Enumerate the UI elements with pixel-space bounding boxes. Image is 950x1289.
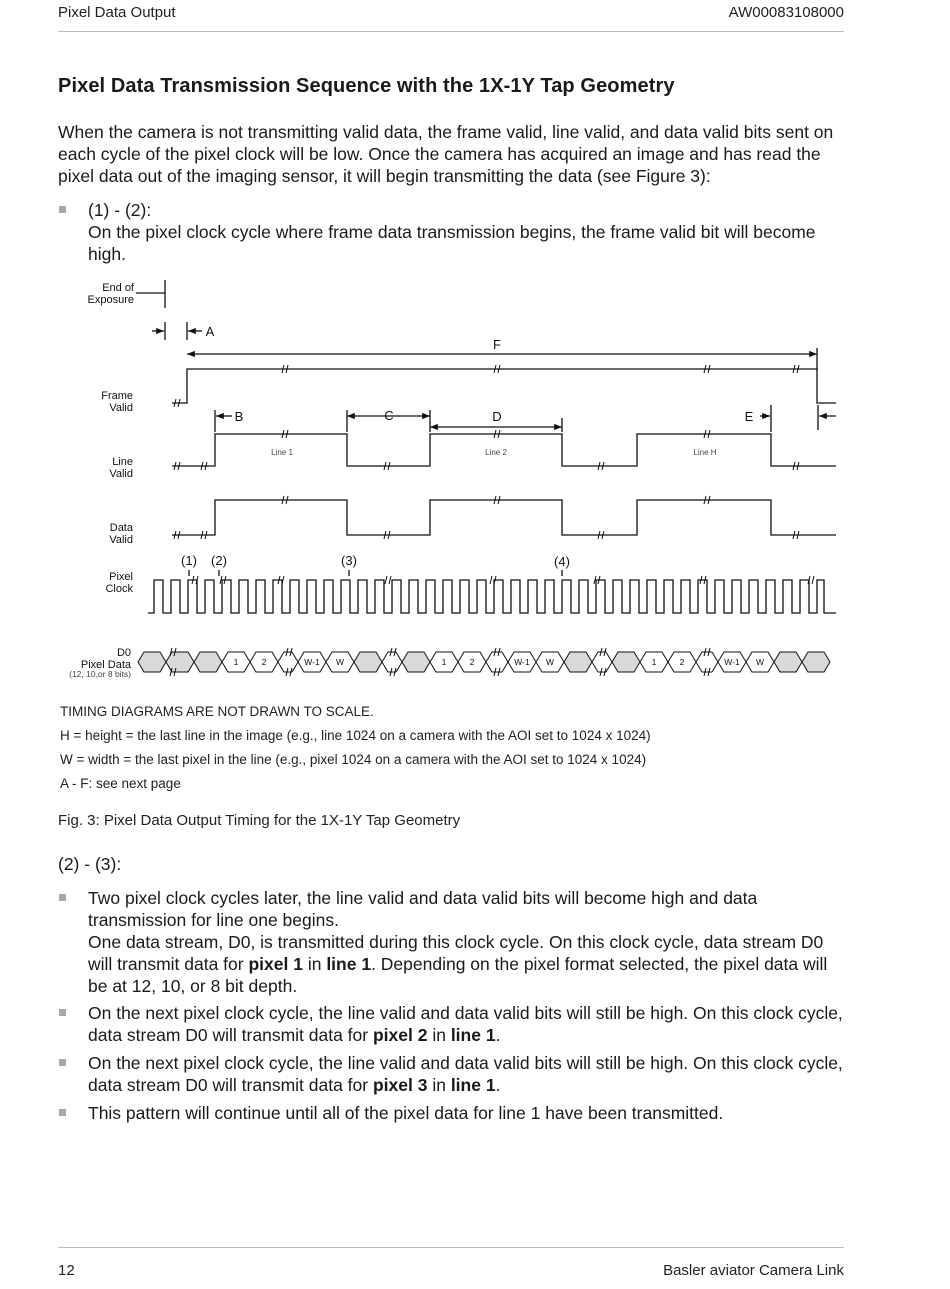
line-2-label: Line 2 — [485, 448, 507, 457]
label-data-valid-1: Data — [109, 522, 133, 534]
label-data-valid-2: Valid — [109, 534, 133, 546]
marker-4: (4) — [554, 554, 570, 569]
pixel-label: 2 — [261, 657, 267, 667]
label-d0: D0 — [116, 647, 131, 659]
interval-label-f: F — [493, 337, 501, 352]
footer-rule — [58, 1247, 844, 1248]
bullet-square-icon — [59, 1059, 66, 1066]
interval-label-c: C — [384, 408, 394, 423]
text-run: On the next pixel clock cycle, the line valid and data valid bits will still be high. On this clock cycle, data stream D0 will transmit data for — [88, 1053, 843, 1095]
label-bit-depth: (12, 10,or 8 bits) — [69, 669, 131, 679]
marker-1: (1) — [181, 553, 197, 568]
bold-text: line 1 — [450, 1075, 496, 1095]
running-footer-title: Basler aviator Camera Link — [663, 1262, 844, 1279]
bullet-text: Two pixel clock cycles later, the line valid and data valid bits will become high and data transmission for line one begins. — [88, 888, 758, 930]
label-end-of-exposure-1: End of — [102, 282, 134, 294]
bullet-item — [58, 199, 848, 265]
end-of-exposure-signal — [136, 280, 165, 308]
data-valid-signal — [172, 500, 836, 535]
line-1-label: Line 1 — [271, 448, 293, 457]
bullet-item — [58, 887, 848, 997]
bold-text: pixel 3 — [372, 1075, 428, 1095]
label-line-valid-1: Line — [112, 456, 133, 468]
bullet-text — [88, 931, 848, 997]
marker-2: (2) — [211, 553, 227, 568]
pixel-label: W — [755, 657, 765, 667]
header-rule — [58, 31, 844, 32]
running-header-section: Pixel Data Output — [58, 4, 176, 21]
bullet-text: This pattern will continue until all of the pixel data for line 1 have been transmitted. — [88, 1103, 724, 1123]
bullet-item — [58, 1102, 848, 1124]
interval-label-d: D — [492, 409, 502, 424]
bullet-square-icon — [59, 894, 66, 901]
diagram-note: A - F: see next page — [60, 776, 181, 791]
page-number: 12 — [58, 1262, 75, 1279]
text-run: On the next pixel clock cycle, the line valid and data valid bits will still be high. On this clock cycle, data stream D0 will transmit data for — [88, 1003, 843, 1045]
timing-diagram — [60, 270, 845, 690]
line-h-label: Line H — [693, 448, 717, 457]
label-line-valid-2: Valid — [109, 468, 133, 480]
pixel-label: 1 — [651, 657, 657, 667]
text-run: . — [495, 1025, 501, 1045]
bullet-square-icon — [59, 1009, 66, 1016]
intro-paragraph: When the camera is not transmitting valid data, the frame valid, line valid, and data valid bits sent on each cycle of the pixel clock will be low. Once the camera has acquired an image and has read the pixel data out of the imaging sensor, it will begin transmitting the data (see Figure 3): — [58, 122, 834, 186]
text-run: . — [495, 1075, 501, 1095]
bold-text: line 1 — [450, 1025, 496, 1045]
bold-text: pixel 1 — [248, 954, 303, 974]
section-title: Pixel Data Transmission Sequence with the 1X-1Y Tap Geometry — [58, 75, 675, 97]
pixel-clock-signal — [148, 580, 836, 613]
figure-caption: Fig. 3: Pixel Data Output Timing for the 1X-1Y Tap Geometry — [58, 812, 461, 829]
bullet-square-icon — [59, 1109, 66, 1116]
bold-text: line 1 — [326, 954, 372, 974]
diagram-note: TIMING DIAGRAMS ARE NOT DRAWN TO SCALE. — [60, 704, 374, 719]
diagram-note: H = height = the last line in the image (e.g., line 1024 on a camera with the AOI set to 1024 x 1024) — [60, 728, 651, 743]
frame-valid-signal — [172, 369, 836, 403]
running-header-doc-number: AW00083108000 — [728, 4, 844, 21]
text-run: One data stream, D0, is transmitted during this clock cycle. On this clock cycle, data stream D0 will transmit data for — [88, 932, 824, 974]
bullet-heading: (1) - (2): — [88, 200, 152, 220]
bullet-item — [58, 1052, 848, 1096]
label-end-of-exposure-2: Exposure — [87, 294, 134, 306]
interval-label-b: B — [234, 409, 244, 424]
label-frame-valid-2: Valid — [109, 402, 133, 414]
bullet-text: On the pixel clock cycle where frame data transmission begins, the frame valid bit will become high. — [88, 222, 816, 264]
pixel-label: W-1 — [514, 657, 530, 667]
pixel-label: 1 — [233, 657, 239, 667]
label-pixel-data: Pixel Data — [80, 659, 131, 671]
pixel-label: 2 — [469, 657, 475, 667]
pixel-label: W-1 — [724, 657, 740, 667]
label-pixel-clock-2: Clock — [105, 583, 133, 595]
pixel-label: W — [545, 657, 555, 667]
subheading: (2) - (3): — [58, 854, 122, 874]
diagram-note: W = width = the last pixel in the line (e.g., pixel 1024 on a camera with the AOI set to 1024 x 1024) — [60, 752, 647, 767]
break-marks — [174, 365, 814, 584]
text-run: in — [427, 1075, 451, 1095]
text-run: in — [302, 954, 327, 974]
bullet-item — [58, 1002, 848, 1046]
marker-3: (3) — [341, 553, 357, 568]
label-pixel-clock-1: Pixel — [109, 571, 133, 583]
text-run: . Depending on the pixel format selected, the pixel data will be at 12, 10, or 8 bit depth. — [88, 954, 828, 996]
interval-label-a: A — [205, 324, 215, 339]
pixel-label: 2 — [679, 657, 685, 667]
pixel-label: 1 — [441, 657, 447, 667]
label-frame-valid-1: Frame — [101, 390, 133, 402]
bold-text: pixel 2 — [372, 1025, 428, 1045]
pixel-label: W-1 — [304, 657, 320, 667]
interval-label-e: E — [744, 409, 754, 424]
text-run: in — [427, 1025, 451, 1045]
bullet-square-icon — [59, 206, 66, 213]
pixel-label: W — [335, 657, 345, 667]
